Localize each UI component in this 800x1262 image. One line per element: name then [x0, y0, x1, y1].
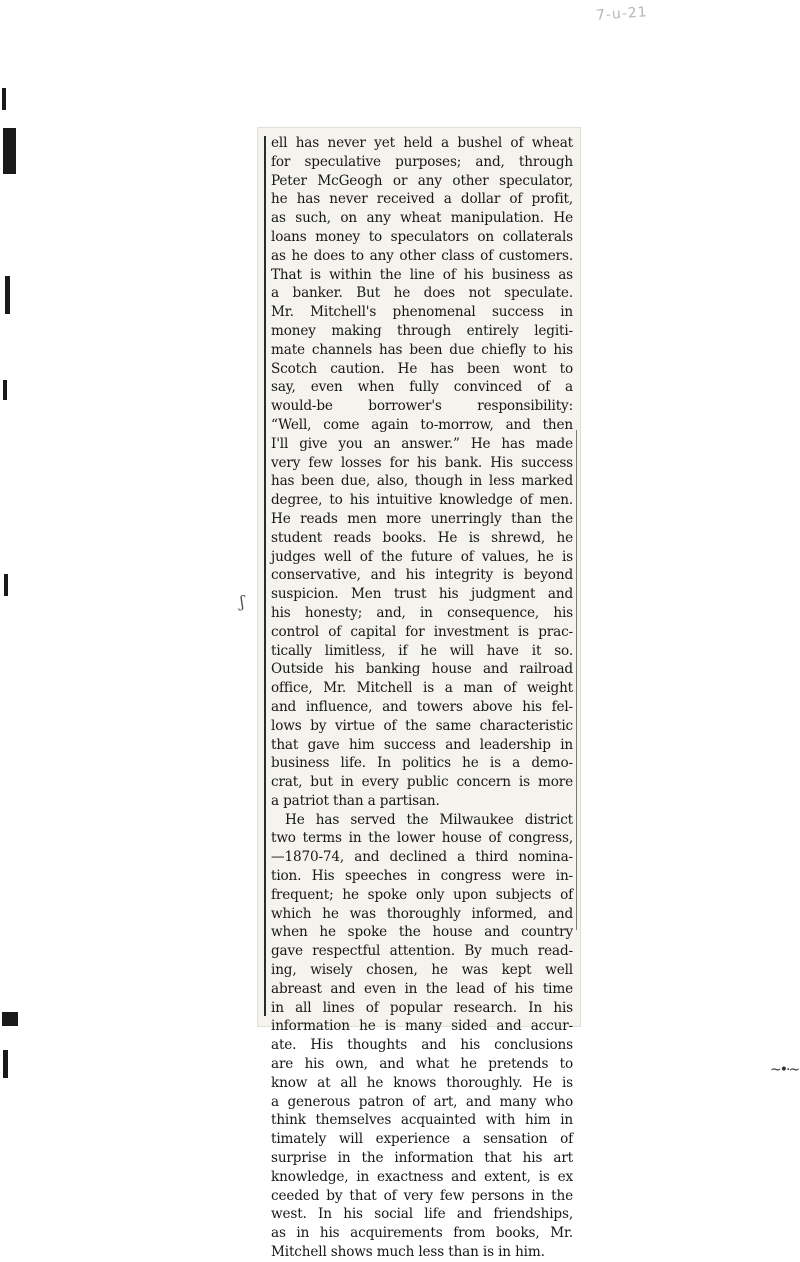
column-rule-left	[264, 136, 266, 1016]
text-line: judges well of the future of values, he is	[271, 548, 573, 565]
text-line: mate channels has been due chiefly to his	[271, 341, 573, 358]
text-line: loans money to speculators on collaterals	[271, 228, 573, 245]
text-line: that gave him success and leadership in	[271, 736, 573, 753]
article-text	[271, 134, 573, 1262]
text-line: very few losses for his bank. His success	[271, 454, 573, 471]
text-line: tion. His speeches in congress were in-	[271, 868, 573, 885]
pencil-annotation: 7-u-21	[595, 4, 649, 24]
text-line: in all lines of popular research. In his	[271, 999, 573, 1016]
text-line: would-be borrower's responsibility:	[271, 398, 573, 415]
text-line: and influence, and towers above his fel-	[271, 698, 573, 715]
scan-edge-left	[0, 0, 22, 1140]
text-line: control of capital for investment is prac-	[271, 623, 573, 640]
column-rule-right	[576, 430, 577, 930]
text-line: surprise in the information that his art	[271, 1150, 573, 1167]
scan-mark	[2, 88, 6, 110]
scan-mark	[2, 1012, 18, 1026]
text-line: think themselves acquainted with him in	[271, 1112, 573, 1129]
text-line: a banker. But he does not speculate.	[271, 285, 573, 302]
text-line: office, Mr. Mitchell is a man of weight	[271, 680, 573, 697]
text-line: abreast and even in the lead of his time	[271, 980, 573, 997]
text-line: his honesty; and, in consequence, his	[271, 604, 573, 621]
text-line: business life. In politics he is a demo-	[271, 755, 573, 772]
margin-scribble: ~•·~	[770, 1062, 799, 1078]
text-line: ate. His thoughts and his conclusions	[271, 1037, 573, 1054]
text-line: knowledge, in exactness and extent, is ex	[271, 1168, 573, 1185]
text-line: as such, on any wheat manipulation. He	[271, 210, 573, 227]
text-line: timately will experience a sensation of	[271, 1131, 573, 1148]
text-line: crat, but in every public concern is more	[271, 774, 573, 791]
margin-pencil-mark: ʃ	[240, 592, 245, 611]
text-line: for speculative purposes; and, through	[271, 153, 573, 170]
text-line: “Well, come again to-morrow, and then	[271, 416, 573, 433]
text-line: Scotch caution. He has been wont to	[271, 360, 573, 377]
text-line: —1870-74, and declined a third nomina-	[271, 849, 573, 866]
text-line: as he does to any other class of customers.	[271, 247, 573, 264]
text-line: say, even when fully convinced of a	[271, 379, 573, 396]
text-line: information he is many sided and accur-	[271, 1018, 573, 1035]
scan-mark	[3, 380, 7, 400]
text-line: two terms in the lower house of congress,	[271, 830, 573, 847]
scan-mark	[3, 1050, 8, 1078]
text-line: ing, wisely chosen, he was kept well	[271, 962, 573, 979]
text-line: a generous patron of art, and many who	[271, 1093, 573, 1110]
text-line: are his own, and what he pretends to	[271, 1056, 573, 1073]
text-line: he has never received a dollar of profit,	[271, 191, 573, 208]
text-line: money making through entirely legiti-	[271, 322, 573, 339]
text-line: has been due, also, though in less marked	[271, 473, 573, 490]
text-line: ceeded by that of very few persons in the	[271, 1187, 573, 1204]
text-line: Peter McGeogh or any other speculator,	[271, 172, 573, 189]
text-line: as in his acquirements from books, Mr.	[271, 1225, 573, 1242]
text-line: degree, to his intuitive knowledge of men.	[271, 492, 573, 509]
text-line: a patriot than a partisan.	[271, 792, 440, 809]
text-line: I'll give you an answer.” He has made	[271, 435, 573, 452]
text-line: conservative, and his integrity is beyond	[271, 567, 573, 584]
text-line: student reads books. He is shrewd, he	[271, 529, 573, 546]
text-line: gave respectful attention. By much read-	[271, 943, 573, 960]
text-line: lows by virtue of the same characteristic	[271, 717, 573, 734]
text-line: when he spoke the house and country	[271, 924, 573, 941]
text-line: tically limitless, if he will have it so.	[271, 642, 573, 659]
scan-mark	[4, 574, 8, 596]
scan-mark	[3, 128, 16, 174]
text-line: suspicion. Men trust his judgment and	[271, 586, 573, 603]
text-line: west. In his social life and friendships,	[271, 1206, 573, 1223]
text-line: That is within the line of his business as	[271, 266, 573, 283]
scan-mark	[5, 276, 10, 314]
text-line: ell has never yet held a bushel of wheat	[271, 135, 573, 151]
text-line: He reads men more unerringly than the	[271, 510, 573, 527]
text-line: Outside his banking house and railroad	[271, 661, 573, 678]
text-line: frequent; he spoke only upon subjects of	[271, 886, 573, 903]
text-line: He has served the Milwaukee district	[285, 811, 573, 828]
text-line: which he was thoroughly informed, and	[271, 905, 573, 922]
text-line: know at all he knows thoroughly. He is	[271, 1074, 573, 1091]
text-line: Mr. Mitchell's phenomenal success in	[271, 304, 573, 321]
text-line: Mitchell shows much less than is in him.	[271, 1244, 545, 1261]
